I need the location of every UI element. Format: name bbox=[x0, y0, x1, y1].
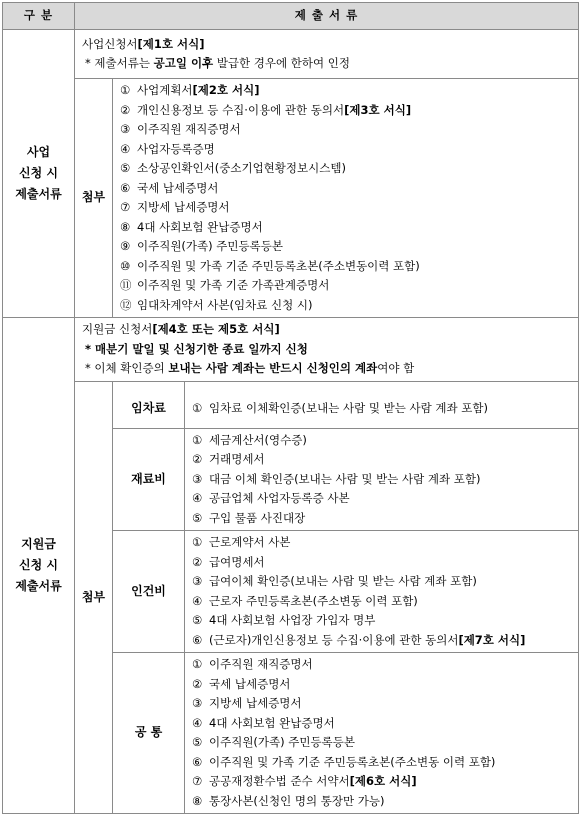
item-text: 공공재정환수법 준수 서약서 bbox=[209, 774, 350, 788]
list-item bbox=[192, 675, 576, 695]
item-number: ⑤ bbox=[120, 161, 131, 175]
subsidy-form-line: 지원금 신청서[제4호 또는 제5호 서식] bbox=[82, 322, 280, 336]
item-number: ⑤ bbox=[192, 510, 203, 525]
group-label-rent: 임차료 bbox=[113, 390, 185, 429]
item-number: ③ bbox=[192, 471, 203, 486]
item-number: ③ bbox=[192, 574, 203, 588]
item-text: 국세 납세증명서 bbox=[137, 180, 219, 195]
list-item bbox=[120, 140, 576, 160]
list-item bbox=[192, 772, 576, 792]
group-list-common bbox=[185, 653, 579, 814]
list-item bbox=[120, 296, 576, 316]
item-number: ① bbox=[120, 83, 131, 97]
item-number: ⑫ bbox=[120, 297, 132, 312]
item-text: 이주직원 재직증명서 bbox=[209, 657, 313, 671]
item-number: ⑧ bbox=[192, 793, 203, 808]
group-label-common: 공 통 bbox=[113, 653, 185, 814]
list-item bbox=[192, 792, 576, 812]
group-list-materials bbox=[185, 428, 579, 531]
list-item bbox=[192, 655, 576, 675]
list-item bbox=[192, 489, 576, 509]
item-number: ⑤ bbox=[192, 613, 203, 627]
subsidy-note-1: * 매분기 말일 및 신청기한 종료 일까지 신청 bbox=[85, 341, 308, 356]
item-text: 이주직원(가족) 주민등록등본 bbox=[209, 735, 355, 749]
list-item bbox=[192, 592, 576, 612]
item-number: ② bbox=[192, 452, 203, 466]
list-item bbox=[192, 450, 576, 470]
list-item bbox=[120, 120, 576, 140]
item-number: ⑦ bbox=[192, 774, 203, 788]
item-number: ⑨ bbox=[120, 239, 131, 253]
item-text: 세금계산서(영수증) bbox=[209, 432, 307, 447]
item-number: ⑤ bbox=[192, 735, 203, 749]
item-number: ① bbox=[192, 400, 203, 415]
business-section-label: 사업 신청 시 제출서류 bbox=[3, 30, 75, 318]
item-text: 국세 납세증명서 bbox=[209, 676, 291, 691]
item-number: ⑥ bbox=[192, 754, 203, 769]
list-item bbox=[192, 733, 576, 753]
item-number: ④ bbox=[192, 491, 203, 505]
item-text: 급여명세서 bbox=[209, 554, 265, 569]
item-number: ② bbox=[192, 676, 203, 691]
list-item bbox=[192, 631, 576, 651]
item-number: ③ bbox=[120, 122, 131, 136]
list-item bbox=[192, 399, 576, 419]
item-text: 근로계약서 사본 bbox=[209, 535, 291, 549]
item-text: 이주직원 재직증명서 bbox=[137, 122, 241, 136]
list-item bbox=[192, 611, 576, 631]
list-item bbox=[192, 509, 576, 529]
item-text: 근로자 주민등록초본(주소변동 이력 포함) bbox=[209, 593, 418, 608]
item-text: (근로자)개인신용정보 등 수집·이용에 관한 동의서 bbox=[209, 632, 459, 647]
list-item bbox=[120, 81, 576, 101]
list-item bbox=[192, 533, 576, 553]
list-item bbox=[192, 714, 576, 734]
item-text: 급여이체 확인증(보내는 사람 및 받는 사람 계좌 포함) bbox=[209, 574, 477, 588]
item-number: ④ bbox=[192, 593, 203, 608]
item-number: ④ bbox=[192, 715, 203, 730]
list-item bbox=[192, 553, 576, 573]
item-text: 지방세 납세증명서 bbox=[137, 200, 230, 214]
item-text: 공급업체 사업자등록증 사본 bbox=[209, 491, 350, 505]
item-number: ① bbox=[192, 535, 203, 549]
item-form-tag: [제2호 서식] bbox=[192, 83, 260, 97]
subsidy-note-2: * 이체 확인증의 보내는 사람 계좌는 반드시 신청인의 계좌여야 함 bbox=[85, 361, 415, 375]
item-text: 4대 사회보험 사업장 가입자 명부 bbox=[209, 613, 376, 627]
list-item bbox=[120, 179, 576, 199]
item-text: 거래명세서 bbox=[209, 452, 265, 466]
item-text: 4대 사회보험 완납증명서 bbox=[137, 219, 263, 234]
subsidy-form-block bbox=[75, 318, 579, 382]
item-number: ⑥ bbox=[192, 632, 203, 647]
business-form-line: 사업신청서[제1호 서식] bbox=[82, 36, 205, 51]
list-item bbox=[120, 101, 576, 121]
item-number: ② bbox=[192, 554, 203, 569]
list-item bbox=[120, 198, 576, 218]
group-list-rent bbox=[185, 390, 579, 429]
list-item bbox=[120, 237, 576, 257]
business-form-block bbox=[75, 30, 579, 79]
subsidy-attach-label: 첨부 bbox=[75, 381, 113, 814]
item-text: 이주직원(가족) 주민등록등본 bbox=[137, 239, 283, 253]
item-text: 이주직원 및 가족 기준 주민등록초본(주소변동이력 포함) bbox=[137, 258, 420, 273]
item-text: 사업자등록증명 bbox=[137, 141, 215, 156]
header-category: 구 분 bbox=[3, 3, 75, 30]
item-text: 통장사본(신청인 명의 통장만 가능) bbox=[209, 793, 385, 808]
list-item bbox=[120, 218, 576, 238]
group-label-labor: 인건비 bbox=[113, 531, 185, 653]
list-item bbox=[192, 694, 576, 714]
item-text: 4대 사회보험 완납증명서 bbox=[209, 715, 335, 730]
item-number: ③ bbox=[192, 696, 203, 710]
item-number: ⑦ bbox=[120, 200, 131, 214]
item-text: 대금 이체 확인증(보내는 사람 및 받는 사람 계좌 포함) bbox=[209, 471, 481, 486]
item-number: ⑩ bbox=[120, 258, 131, 273]
item-form-tag: [제6호 서식] bbox=[349, 774, 417, 788]
list-item bbox=[192, 431, 576, 451]
item-text: 구입 물품 사진대장 bbox=[209, 510, 306, 525]
item-number: ⑪ bbox=[120, 278, 132, 292]
header-documents: 제 출 서 류 bbox=[75, 3, 579, 30]
item-number: ① bbox=[192, 432, 203, 447]
item-number: ② bbox=[120, 102, 131, 117]
item-text: 개인신용정보 등 수집·이용에 관한 동의서 bbox=[137, 102, 345, 117]
list-item bbox=[192, 572, 576, 592]
item-form-tag: [제7호 서식] bbox=[458, 632, 526, 647]
group-label-materials: 재료비 bbox=[113, 428, 185, 531]
business-attach-list bbox=[113, 79, 579, 318]
item-text: 소상공인확인서(중소기업현황정보시스템) bbox=[137, 161, 346, 175]
list-item bbox=[120, 159, 576, 179]
item-text: 임차료 이체확인증(보내는 사람 및 받는 사람 계좌 포함) bbox=[209, 400, 488, 415]
list-item bbox=[192, 470, 576, 490]
item-number: ⑥ bbox=[120, 180, 131, 195]
item-text: 지방세 납세증명서 bbox=[209, 696, 302, 710]
list-item bbox=[120, 276, 576, 296]
business-note: * 제출서류는 공고일 이후 발급한 경우에 한하여 인정 bbox=[85, 56, 350, 70]
item-text: 이주직원 및 가족 기준 가족관계증명서 bbox=[137, 278, 330, 292]
subsidy-section-label: 지원금 신청 시 제출서류 bbox=[3, 318, 75, 814]
item-text: 사업계획서 bbox=[137, 83, 193, 97]
group-list-labor bbox=[185, 531, 579, 653]
item-number: ⑧ bbox=[120, 219, 131, 234]
business-attach-label: 첨부 bbox=[75, 79, 113, 318]
submission-documents-table bbox=[2, 2, 579, 814]
list-item bbox=[192, 753, 576, 773]
item-form-tag: [제3호 서식] bbox=[344, 102, 412, 117]
list-item bbox=[120, 257, 576, 277]
item-number: ④ bbox=[120, 141, 131, 156]
item-number: ① bbox=[192, 657, 203, 671]
header-row bbox=[3, 3, 579, 30]
item-text: 임대차계약서 사본(임차료 신청 시) bbox=[137, 297, 313, 312]
item-text: 이주직원 및 가족 기준 주민등록초본(주소변동 이력 포함) bbox=[209, 754, 496, 769]
